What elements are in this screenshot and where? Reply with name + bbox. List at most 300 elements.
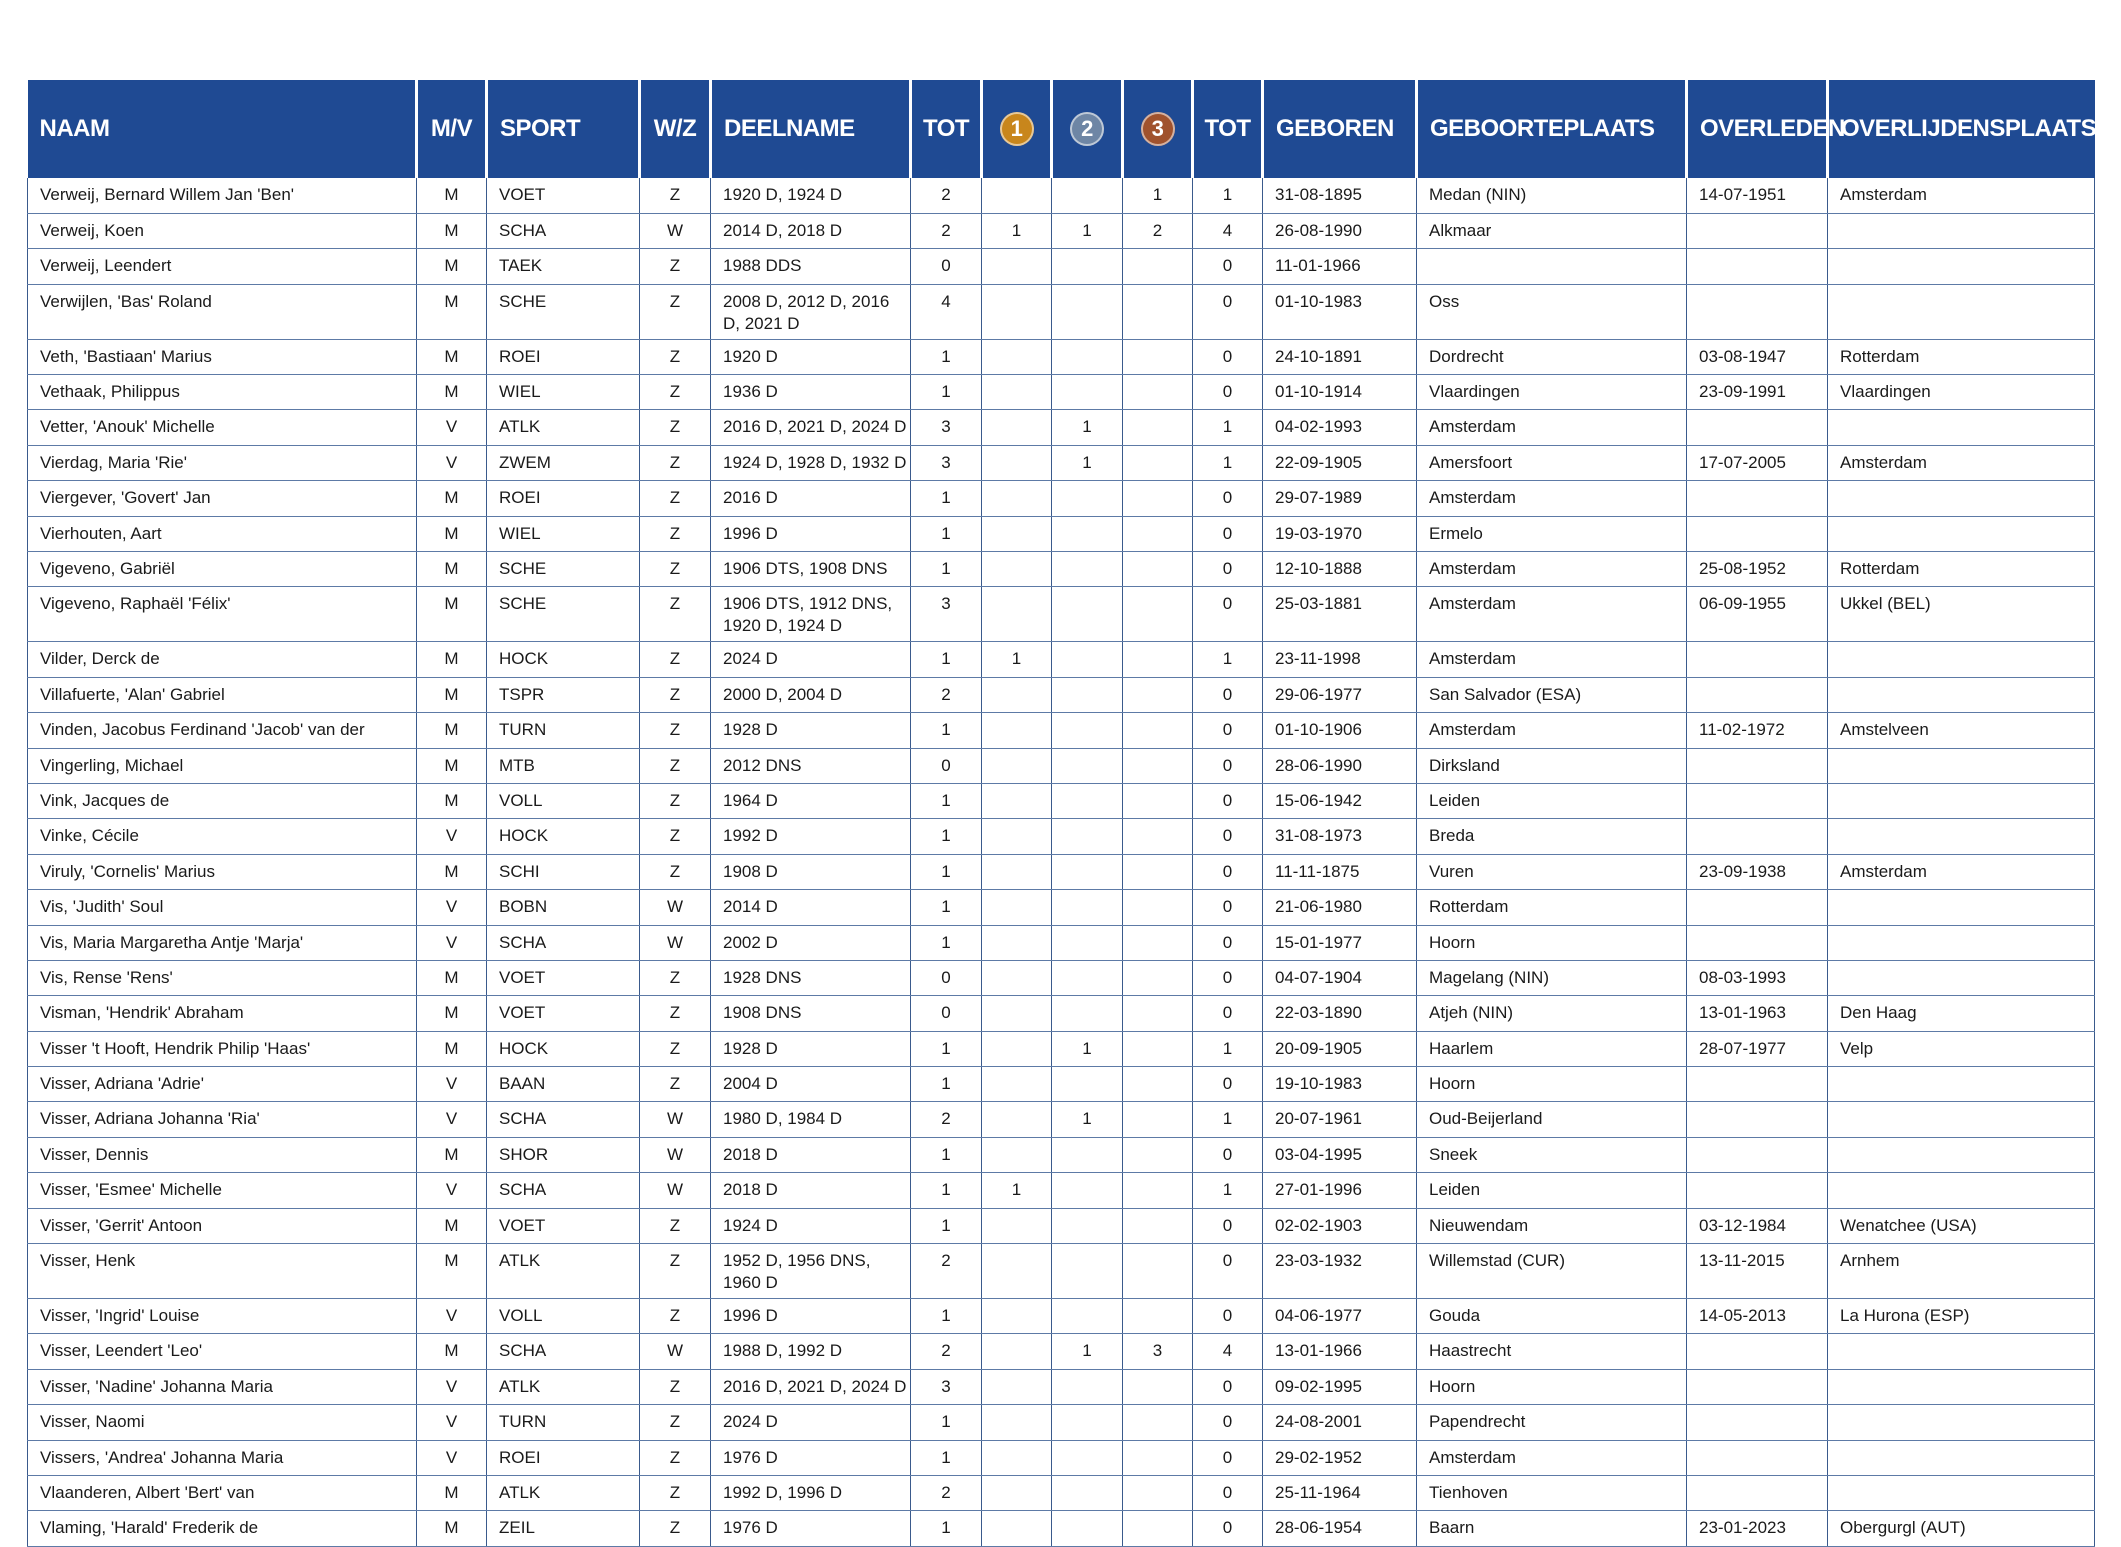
cell-overleden (1687, 1405, 1828, 1440)
cell-bronze (1123, 783, 1193, 818)
cell-tot-medals: 0 (1193, 677, 1263, 712)
col-header-mv: M/V (417, 80, 487, 178)
cell-mv: V (417, 1405, 487, 1440)
cell-tot-medals: 1 (1193, 1173, 1263, 1208)
cell-wz: Z (640, 854, 711, 889)
cell-overlijdensplaats (1828, 1334, 2095, 1369)
cell-silver (1052, 481, 1123, 516)
cell-sport: SCHA (487, 1173, 640, 1208)
cell-geboorteplaats: Amsterdam (1417, 481, 1687, 516)
cell-bronze: 1 (1123, 178, 1193, 213)
cell-deelname: 1996 D (711, 516, 911, 551)
cell-wz: Z (640, 960, 711, 995)
cell-gold (982, 1511, 1052, 1546)
cell-mv: M (417, 516, 487, 551)
cell-bronze (1123, 1405, 1193, 1440)
table-row (28, 642, 2095, 677)
cell-bronze (1123, 677, 1193, 712)
cell-sport: ATLK (487, 1369, 640, 1404)
cell-wz: Z (640, 1440, 711, 1475)
cell-gold (982, 1334, 1052, 1369)
cell-overleden (1687, 783, 1828, 818)
cell-tot-medals: 0 (1193, 854, 1263, 889)
cell-overlijdensplaats (1828, 890, 2095, 925)
cell-naam: Veth, 'Bastiaan' Marius (28, 339, 417, 374)
cell-overlijdensplaats: Amstelveen (1828, 713, 2095, 748)
bronze-medal-icon: 3 (1141, 112, 1175, 146)
cell-mv: M (417, 249, 487, 284)
cell-overlijdensplaats (1828, 748, 2095, 783)
cell-tot-medals: 0 (1193, 1440, 1263, 1475)
cell-mv: V (417, 445, 487, 480)
cell-geboren: 25-11-1964 (1263, 1476, 1417, 1511)
col-header-gold (982, 80, 1052, 178)
cell-naam: Vlaanderen, Albert 'Bert' van (28, 1476, 417, 1511)
cell-overleden (1687, 642, 1828, 677)
cell-geboren: 28-06-1990 (1263, 748, 1417, 783)
cell-tot-medals: 0 (1193, 481, 1263, 516)
table-row (28, 213, 2095, 248)
cell-bronze (1123, 1299, 1193, 1334)
cell-wz: W (640, 1334, 711, 1369)
table-row (28, 410, 2095, 445)
cell-deelname: 1976 D (711, 1440, 911, 1475)
cell-tot: 2 (911, 178, 982, 213)
cell-tot-medals: 1 (1193, 1031, 1263, 1066)
cell-naam: Visser, 'Nadine' Johanna Maria (28, 1369, 417, 1404)
cell-tot: 3 (911, 587, 982, 642)
col-header-silver (1052, 80, 1123, 178)
cell-mv: V (417, 1067, 487, 1102)
cell-bronze (1123, 748, 1193, 783)
cell-tot-medals: 0 (1193, 1369, 1263, 1404)
cell-bronze (1123, 516, 1193, 551)
cell-silver (1052, 1173, 1123, 1208)
cell-bronze (1123, 890, 1193, 925)
cell-gold (982, 783, 1052, 818)
cell-bronze (1123, 1173, 1193, 1208)
table-row (28, 996, 2095, 1031)
cell-deelname: 1906 DTS, 1912 DNS, 1920 D, 1924 D (711, 587, 911, 642)
cell-gold (982, 445, 1052, 480)
cell-bronze (1123, 1440, 1193, 1475)
cell-mv: M (417, 481, 487, 516)
cell-gold (982, 677, 1052, 712)
cell-silver (1052, 249, 1123, 284)
cell-silver (1052, 587, 1123, 642)
table-row (28, 748, 2095, 783)
cell-silver (1052, 925, 1123, 960)
cell-geboren: 02-02-1903 (1263, 1208, 1417, 1243)
cell-wz: W (640, 925, 711, 960)
cell-silver (1052, 1440, 1123, 1475)
cell-deelname: 1964 D (711, 783, 911, 818)
cell-tot-medals: 1 (1193, 178, 1263, 213)
cell-naam: Viergever, 'Govert' Jan (28, 481, 417, 516)
table-row (28, 1137, 2095, 1172)
col-header-sport: SPORT (487, 80, 640, 178)
cell-bronze: 2 (1123, 213, 1193, 248)
cell-overleden: 17-07-2005 (1687, 445, 1828, 480)
table-row (28, 1334, 2095, 1369)
cell-geboorteplaats (1417, 249, 1687, 284)
cell-gold (982, 1067, 1052, 1102)
cell-deelname: 1924 D, 1928 D, 1932 D (711, 445, 911, 480)
cell-silver (1052, 1067, 1123, 1102)
cell-geboorteplaats: Haarlem (1417, 1031, 1687, 1066)
cell-mv: V (417, 1102, 487, 1137)
cell-tot: 1 (911, 1405, 982, 1440)
cell-tot-medals: 0 (1193, 1244, 1263, 1299)
cell-deelname: 1924 D (711, 1208, 911, 1243)
cell-wz: Z (640, 1476, 711, 1511)
cell-gold (982, 1440, 1052, 1475)
cell-tot-medals: 0 (1193, 1511, 1263, 1546)
table-row (28, 1102, 2095, 1137)
cell-overleden: 03-08-1947 (1687, 339, 1828, 374)
cell-bronze (1123, 410, 1193, 445)
cell-overleden (1687, 1102, 1828, 1137)
cell-tot-medals: 4 (1193, 213, 1263, 248)
cell-wz: Z (640, 552, 711, 587)
cell-overlijdensplaats (1828, 481, 2095, 516)
cell-silver (1052, 819, 1123, 854)
cell-tot: 0 (911, 960, 982, 995)
cell-geboorteplaats: Amsterdam (1417, 642, 1687, 677)
table-row (28, 677, 2095, 712)
col-header-tot: TOT (911, 80, 982, 178)
cell-overlijdensplaats (1828, 677, 2095, 712)
cell-deelname: 1980 D, 1984 D (711, 1102, 911, 1137)
cell-geboorteplaats: Atjeh (NIN) (1417, 996, 1687, 1031)
cell-tot: 2 (911, 213, 982, 248)
cell-geboren: 11-11-1875 (1263, 854, 1417, 889)
cell-bronze (1123, 1476, 1193, 1511)
cell-gold: 1 (982, 1173, 1052, 1208)
cell-geboorteplaats: Vuren (1417, 854, 1687, 889)
table-row (28, 552, 2095, 587)
cell-geboren: 12-10-1888 (1263, 552, 1417, 587)
cell-gold (982, 1244, 1052, 1299)
cell-mv: M (417, 213, 487, 248)
cell-naam: Vissers, 'Andrea' Johanna Maria (28, 1440, 417, 1475)
table-body (28, 178, 2095, 1546)
cell-silver (1052, 516, 1123, 551)
cell-overleden (1687, 284, 1828, 339)
cell-wz: Z (640, 713, 711, 748)
cell-gold (982, 481, 1052, 516)
cell-geboorteplaats: Leiden (1417, 1173, 1687, 1208)
cell-wz: Z (640, 1511, 711, 1546)
cell-deelname: 1952 D, 1956 DNS, 1960 D (711, 1244, 911, 1299)
cell-mv: M (417, 1031, 487, 1066)
cell-deelname: 2016 D, 2021 D, 2024 D (711, 410, 911, 445)
cell-mv: V (417, 1369, 487, 1404)
cell-silver (1052, 960, 1123, 995)
cell-mv: M (417, 854, 487, 889)
table-row (28, 1369, 2095, 1404)
cell-tot-medals: 1 (1193, 1102, 1263, 1137)
cell-overlijdensplaats: Amsterdam (1828, 178, 2095, 213)
cell-overleden (1687, 925, 1828, 960)
cell-overleden: 28-07-1977 (1687, 1031, 1828, 1066)
cell-sport: VOET (487, 996, 640, 1031)
cell-overlijdensplaats (1828, 1137, 2095, 1172)
cell-sport: VOLL (487, 783, 640, 818)
cell-silver (1052, 552, 1123, 587)
cell-overlijdensplaats: Rotterdam (1828, 552, 2095, 587)
cell-sport: TSPR (487, 677, 640, 712)
cell-sport: ZWEM (487, 445, 640, 480)
cell-silver (1052, 375, 1123, 410)
cell-deelname: 2024 D (711, 1405, 911, 1440)
cell-naam: Vis, 'Judith' Soul (28, 890, 417, 925)
cell-naam: Viruly, 'Cornelis' Marius (28, 854, 417, 889)
table-row (28, 587, 2095, 642)
cell-geboren: 22-09-1905 (1263, 445, 1417, 480)
cell-overlijdensplaats: Amsterdam (1828, 445, 2095, 480)
table-header (28, 80, 2095, 178)
cell-sport: TURN (487, 1405, 640, 1440)
cell-silver (1052, 284, 1123, 339)
cell-wz: Z (640, 178, 711, 213)
cell-overlijdensplaats (1828, 925, 2095, 960)
cell-tot: 0 (911, 249, 982, 284)
cell-overlijdensplaats (1828, 1369, 2095, 1404)
cell-overleden: 25-08-1952 (1687, 552, 1828, 587)
cell-overleden (1687, 1137, 1828, 1172)
cell-overlijdensplaats: Amsterdam (1828, 854, 2095, 889)
cell-naam: Vilder, Derck de (28, 642, 417, 677)
cell-naam: Vlaming, 'Harald' Frederik de (28, 1511, 417, 1546)
cell-sport: VOLL (487, 1299, 640, 1334)
cell-gold (982, 854, 1052, 889)
cell-overlijdensplaats (1828, 960, 2095, 995)
cell-geboren: 04-06-1977 (1263, 1299, 1417, 1334)
cell-naam: Vierdag, Maria 'Rie' (28, 445, 417, 480)
cell-gold (982, 819, 1052, 854)
cell-geboren: 03-04-1995 (1263, 1137, 1417, 1172)
cell-overlijdensplaats (1828, 1067, 2095, 1102)
table-row (28, 1031, 2095, 1066)
cell-wz: Z (640, 1031, 711, 1066)
cell-gold (982, 925, 1052, 960)
cell-overleden (1687, 1440, 1828, 1475)
cell-geboorteplaats: Amersfoort (1417, 445, 1687, 480)
cell-mv: M (417, 960, 487, 995)
cell-deelname: 2002 D (711, 925, 911, 960)
cell-geboorteplaats: Gouda (1417, 1299, 1687, 1334)
cell-tot-medals: 0 (1193, 783, 1263, 818)
cell-tot: 0 (911, 996, 982, 1031)
table-row (28, 249, 2095, 284)
cell-mv: M (417, 1334, 487, 1369)
cell-geboren: 13-01-1966 (1263, 1334, 1417, 1369)
cell-deelname: 1988 DDS (711, 249, 911, 284)
cell-geboren: 09-02-1995 (1263, 1369, 1417, 1404)
cell-wz: Z (640, 996, 711, 1031)
cell-gold: 1 (982, 642, 1052, 677)
cell-deelname: 2016 D, 2021 D, 2024 D (711, 1369, 911, 1404)
cell-deelname: 1928 D (711, 1031, 911, 1066)
cell-sport: WIEL (487, 516, 640, 551)
cell-overlijdensplaats (1828, 284, 2095, 339)
cell-overleden (1687, 213, 1828, 248)
cell-deelname: 2014 D (711, 890, 911, 925)
cell-wz: Z (640, 284, 711, 339)
col-header-geboorteplaats: GEBOORTEPLAATS (1417, 80, 1687, 178)
cell-geboorteplaats: Amsterdam (1417, 410, 1687, 445)
cell-naam: Visser 't Hooft, Hendrik Philip 'Haas' (28, 1031, 417, 1066)
cell-sport: SCHA (487, 1102, 640, 1137)
table-row (28, 960, 2095, 995)
cell-naam: Verweij, Koen (28, 213, 417, 248)
cell-bronze (1123, 552, 1193, 587)
cell-tot-medals: 1 (1193, 642, 1263, 677)
cell-naam: Vis, Rense 'Rens' (28, 960, 417, 995)
cell-gold (982, 410, 1052, 445)
cell-bronze (1123, 1031, 1193, 1066)
cell-geboren: 29-06-1977 (1263, 677, 1417, 712)
cell-wz: Z (640, 1067, 711, 1102)
table-row (28, 1476, 2095, 1511)
cell-geboorteplaats: Rotterdam (1417, 890, 1687, 925)
cell-geboren: 11-01-1966 (1263, 249, 1417, 284)
cell-deelname: 2008 D, 2012 D, 2016 D, 2021 D (711, 284, 911, 339)
table-row (28, 783, 2095, 818)
cell-overlijdensplaats: Den Haag (1828, 996, 2095, 1031)
cell-silver (1052, 1299, 1123, 1334)
col-header-geboren: GEBOREN (1263, 80, 1417, 178)
cell-geboorteplaats: San Salvador (ESA) (1417, 677, 1687, 712)
cell-geboren: 31-08-1973 (1263, 819, 1417, 854)
cell-naam: Visman, 'Hendrik' Abraham (28, 996, 417, 1031)
cell-overleden (1687, 748, 1828, 783)
table-row (28, 819, 2095, 854)
cell-naam: Villafuerte, 'Alan' Gabriel (28, 677, 417, 712)
cell-geboren: 24-10-1891 (1263, 339, 1417, 374)
cell-geboren: 27-01-1996 (1263, 1173, 1417, 1208)
cell-overleden (1687, 516, 1828, 551)
cell-tot: 2 (911, 1476, 982, 1511)
cell-tot-medals: 0 (1193, 339, 1263, 374)
cell-deelname: 1996 D (711, 1299, 911, 1334)
cell-overleden: 13-01-1963 (1687, 996, 1828, 1031)
cell-mv: M (417, 677, 487, 712)
cell-sport: MTB (487, 748, 640, 783)
cell-overleden: 08-03-1993 (1687, 960, 1828, 995)
table-row (28, 854, 2095, 889)
cell-mv: V (417, 1440, 487, 1475)
cell-silver (1052, 783, 1123, 818)
cell-overlijdensplaats: Arnhem (1828, 1244, 2095, 1299)
cell-tot-medals: 0 (1193, 890, 1263, 925)
cell-bronze (1123, 375, 1193, 410)
cell-mv: V (417, 925, 487, 960)
table-row (28, 339, 2095, 374)
cell-tot-medals: 0 (1193, 996, 1263, 1031)
cell-bronze (1123, 854, 1193, 889)
cell-wz: Z (640, 587, 711, 642)
cell-geboorteplaats: Sneek (1417, 1137, 1687, 1172)
cell-tot-medals: 1 (1193, 445, 1263, 480)
cell-mv: V (417, 1299, 487, 1334)
cell-overleden (1687, 1067, 1828, 1102)
cell-tot-medals: 0 (1193, 1299, 1263, 1334)
cell-silver (1052, 178, 1123, 213)
cell-overlijdensplaats: Obergurgl (AUT) (1828, 1511, 2095, 1546)
cell-tot-medals: 0 (1193, 284, 1263, 339)
cell-gold (982, 1369, 1052, 1404)
cell-geboren: 01-10-1914 (1263, 375, 1417, 410)
cell-silver (1052, 1244, 1123, 1299)
cell-tot: 1 (911, 1067, 982, 1102)
cell-overlijdensplaats: Ukkel (BEL) (1828, 587, 2095, 642)
cell-deelname: 1908 D (711, 854, 911, 889)
cell-tot: 1 (911, 783, 982, 818)
cell-gold (982, 587, 1052, 642)
cell-mv: V (417, 819, 487, 854)
cell-silver (1052, 996, 1123, 1031)
cell-overlijdensplaats: Vlaardingen (1828, 375, 2095, 410)
cell-tot-medals: 0 (1193, 1405, 1263, 1440)
cell-tot: 1 (911, 1511, 982, 1546)
cell-wz: Z (640, 819, 711, 854)
cell-tot-medals: 0 (1193, 1476, 1263, 1511)
cell-gold (982, 1208, 1052, 1243)
cell-tot-medals: 0 (1193, 713, 1263, 748)
cell-geboorteplaats: Baarn (1417, 1511, 1687, 1546)
cell-tot: 2 (911, 1244, 982, 1299)
cell-sport: ZEIL (487, 1511, 640, 1546)
cell-geboorteplaats: Amsterdam (1417, 1440, 1687, 1475)
cell-geboren: 23-03-1932 (1263, 1244, 1417, 1299)
cell-naam: Visser, Adriana Johanna 'Ria' (28, 1102, 417, 1137)
cell-overleden (1687, 1334, 1828, 1369)
table-row (28, 1440, 2095, 1475)
cell-silver (1052, 713, 1123, 748)
gold-medal-icon: 1 (1000, 112, 1034, 146)
cell-tot: 1 (911, 713, 982, 748)
cell-geboorteplaats: Hoorn (1417, 1067, 1687, 1102)
cell-geboren: 04-07-1904 (1263, 960, 1417, 995)
cell-wz: Z (640, 516, 711, 551)
cell-naam: Vinden, Jacobus Ferdinand 'Jacob' van der (28, 713, 417, 748)
cell-bronze (1123, 713, 1193, 748)
cell-gold (982, 249, 1052, 284)
cell-geboren: 15-01-1977 (1263, 925, 1417, 960)
cell-overlijdensplaats (1828, 410, 2095, 445)
cell-deelname: 1936 D (711, 375, 911, 410)
cell-sport: SCHE (487, 552, 640, 587)
cell-sport: HOCK (487, 1031, 640, 1066)
col-header-overleden: OVERLEDEN (1687, 80, 1828, 178)
cell-gold (982, 1137, 1052, 1172)
cell-geboren: 15-06-1942 (1263, 783, 1417, 818)
cell-tot-medals: 0 (1193, 819, 1263, 854)
cell-mv: M (417, 587, 487, 642)
cell-tot: 1 (911, 1137, 982, 1172)
cell-sport: BOBN (487, 890, 640, 925)
cell-tot: 1 (911, 890, 982, 925)
cell-geboorteplaats: Medan (NIN) (1417, 178, 1687, 213)
cell-deelname: 2014 D, 2018 D (711, 213, 911, 248)
cell-tot-medals: 0 (1193, 1137, 1263, 1172)
cell-geboren: 19-03-1970 (1263, 516, 1417, 551)
cell-deelname: 1992 D, 1996 D (711, 1476, 911, 1511)
cell-naam: Vinke, Cécile (28, 819, 417, 854)
cell-gold: 1 (982, 213, 1052, 248)
